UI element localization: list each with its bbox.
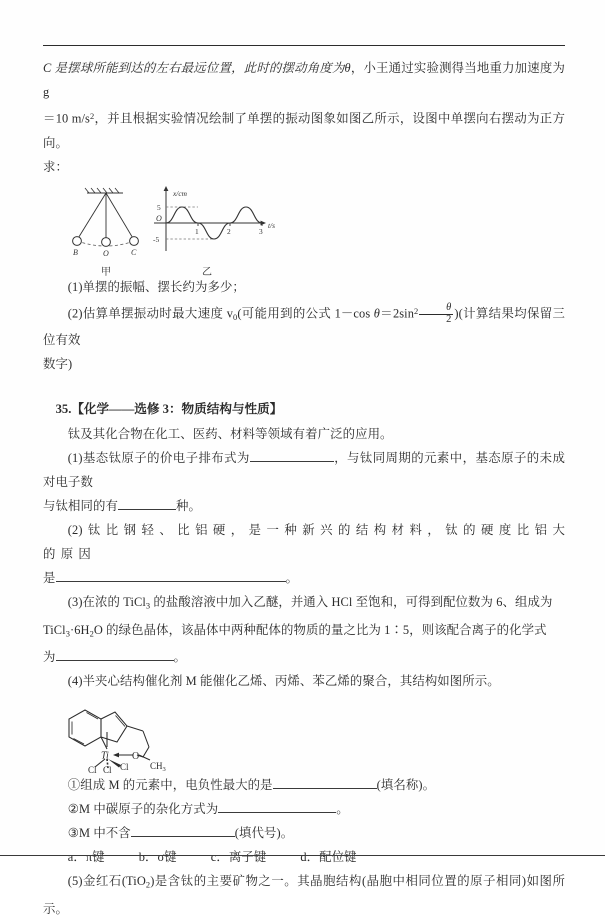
fraction-denominator: 2 — [446, 314, 452, 326]
atom-label-cl-3: Cl — [120, 762, 129, 773]
pendulum-diagram — [63, 183, 149, 278]
ticl3-subscript-2: 3 — [65, 628, 70, 639]
q2-text-b: (可能用到的公式 1－cos — [237, 306, 374, 321]
oscillation-graph — [148, 183, 283, 278]
q4-1-text-b: (填名称)。 — [376, 778, 436, 793]
graph-tick-5: 5 — [157, 202, 161, 212]
atom-label-cl-1: Cl — [88, 765, 97, 776]
atom-label-cl-2: Cl — [103, 765, 112, 776]
theta-over-two-fraction — [419, 303, 453, 326]
q2-theta: θ — [373, 306, 380, 321]
answer-blank[interactable] — [118, 497, 176, 510]
q1-text-d: 种。 — [175, 499, 201, 514]
chemistry-question-2: (2) 钛 比 钢 轻 、 比 铝 硬 ， 是 一 种 新 兴 的 结 构 材 料 ， 钛 的 硬 度 比 铝 大 的 原 因 — [43, 523, 565, 562]
q3-suffix: 。 — [173, 650, 186, 665]
q3-text-c: TiCl — [43, 622, 66, 637]
q1-text-c: 与钛相同的有 — [43, 499, 118, 514]
graph-caption: 乙 — [202, 266, 212, 278]
fraction-numerator: θ — [419, 303, 453, 315]
q2-prefix: 是 — [43, 571, 56, 586]
answer-blank[interactable] — [250, 449, 334, 462]
physics-question-1: (1)单摆的振幅、摆长约为多少； — [67, 279, 245, 294]
q1-text-a: (1)基态钛原子的价电子排布式为 — [67, 451, 250, 466]
q3-prefix: 为 — [43, 650, 56, 665]
graph-tick-neg5: -5 — [153, 234, 160, 244]
q2-text-a: (2)估算单摆振动时最大速度 v — [67, 306, 233, 321]
graph-tick-2: 2 — [227, 226, 231, 236]
q3-text-d: ·6H — [70, 622, 90, 637]
atom-label-ti: Ti — [101, 750, 109, 762]
tio2-subscript: 2 — [145, 879, 151, 890]
q2-subscript: 0 — [233, 311, 238, 322]
answer-blank[interactable] — [273, 776, 377, 789]
atom-label-o: O — [132, 751, 140, 763]
physics-text-b: ，小王通过实验测得当地重力加速度为 g — [43, 61, 565, 99]
chemistry-question-4-2 — [43, 797, 565, 821]
physics-figures — [43, 183, 565, 278]
physics-paragraph-2 — [43, 104, 565, 155]
graph-tick-3: 3 — [259, 226, 263, 236]
section-gap — [43, 376, 565, 386]
graph-tick-1: 1 — [195, 226, 199, 236]
chemistry-question-3-cont — [43, 618, 565, 645]
option-d[interactable]: d．配位键 — [300, 850, 357, 865]
header-divider — [43, 45, 565, 46]
chemistry-question-4-1 — [43, 773, 565, 797]
chemistry-question-1 — [43, 446, 565, 494]
theta-symbol: θ — [344, 61, 351, 75]
option-c[interactable]: c．离子键 — [210, 850, 267, 865]
q4-1-text-a: ①组成 M 的元素中，电负性最大的是 — [67, 778, 273, 793]
chemistry-intro: 钛及其化合物在化工、医药、材料等领域有着广泛的应用。 — [67, 427, 393, 442]
answer-blank[interactable] — [56, 569, 286, 582]
physics-question-2-cont: 数字) — [43, 357, 73, 372]
q2-text-c: ＝2sin — [379, 306, 414, 321]
ticl3-subscript: 3 — [145, 600, 151, 611]
pendulum-label-c: C — [131, 247, 137, 257]
answer-blank[interactable] — [131, 824, 235, 837]
physics-paragraph-1 — [43, 56, 565, 104]
q2-sup: 2 — [414, 305, 419, 316]
unit-exponent: 2 — [89, 111, 95, 121]
pendulum-label-b: B — [73, 247, 78, 257]
graph-origin-label: O — [156, 213, 162, 223]
physics-paragraph-3: 求： — [43, 159, 68, 174]
q3-text-e: O 的绿色晶体，该晶体中两种配体的物质的量之比为 1∶5，则该配合离子的化学式 — [93, 622, 547, 637]
chemistry-question-5 — [43, 869, 565, 920]
chemistry-question-4: (4)半夹心结构催化剂 M 能催化乙烯、丙烯、苯乙烯的聚合，其结构如图所示。 — [67, 674, 500, 689]
answer-blank[interactable] — [218, 800, 336, 813]
q2-suffix: 。 — [285, 571, 298, 586]
group-label-ch3: $CH_3$ — [150, 761, 166, 774]
footer-divider — [0, 855, 605, 856]
chemistry-options-row — [43, 845, 565, 869]
pendulum-caption: 甲 — [101, 266, 111, 278]
q4-3-text-a: ③M 中不含 — [67, 826, 131, 841]
q4-3-text-b: (填代号)。 — [234, 826, 294, 841]
graph-y-axis-label: x/cm — [173, 188, 187, 198]
graph-x-axis-label: t/s — [268, 220, 275, 230]
answer-blank[interactable] — [56, 648, 174, 661]
chemistry-question-1-cont — [43, 494, 565, 518]
q5-text-b: )是含钛的主要矿物之一。其晶胞结构(晶胞中相同位置的原子相同)如图所示。 — [43, 874, 565, 916]
q2-text-d: )(计算结果均保留三位有效 — [43, 306, 565, 348]
q4-2-text-b: 。 — [336, 802, 349, 817]
physics-question-2 — [43, 299, 565, 353]
h2o-subscript: 2 — [89, 628, 94, 639]
chemistry-question-4-3 — [43, 821, 565, 845]
option-b[interactable]: b．σ键 — [138, 850, 177, 865]
chemistry-question-2-cont — [43, 566, 565, 590]
q4-2-text-a: ②M 中碳原子的杂化方式为 — [67, 802, 219, 817]
q1-text-b: ，与钛同周期的元素中，基态原子的未成对电子数 — [43, 451, 565, 490]
catalyst-structure-diagram — [57, 697, 565, 776]
chemistry-section-heading: 35.【化学——选修 3：物质结构与性质】 — [55, 402, 283, 417]
physics-text-d: ，并且根据实验情况绘制了单摆的振动图象如图乙所示，设图中单摆向右摆动为正方向。 — [43, 111, 566, 150]
q5-text-a: (5)金红石(TiO — [67, 874, 146, 889]
q3-text-b: 的盐酸溶液中加入乙醚，并通入 HCl 至饱和，可得到配位数为 6、组成为 — [150, 595, 553, 610]
pendulum-label-o: O — [103, 248, 109, 258]
option-a[interactable]: a．π键 — [67, 850, 105, 865]
q3-text-a: (3)在浓的 TiCl — [67, 595, 146, 610]
page-content — [43, 56, 565, 921]
physics-text-c: ＝10 m/s — [43, 111, 90, 126]
physics-text-a: C 是摆球所能到达的左右最远位置，此时的摆动角度为 — [43, 61, 345, 75]
chemistry-question-3-blank — [43, 645, 565, 669]
chemistry-question-3 — [43, 590, 565, 617]
